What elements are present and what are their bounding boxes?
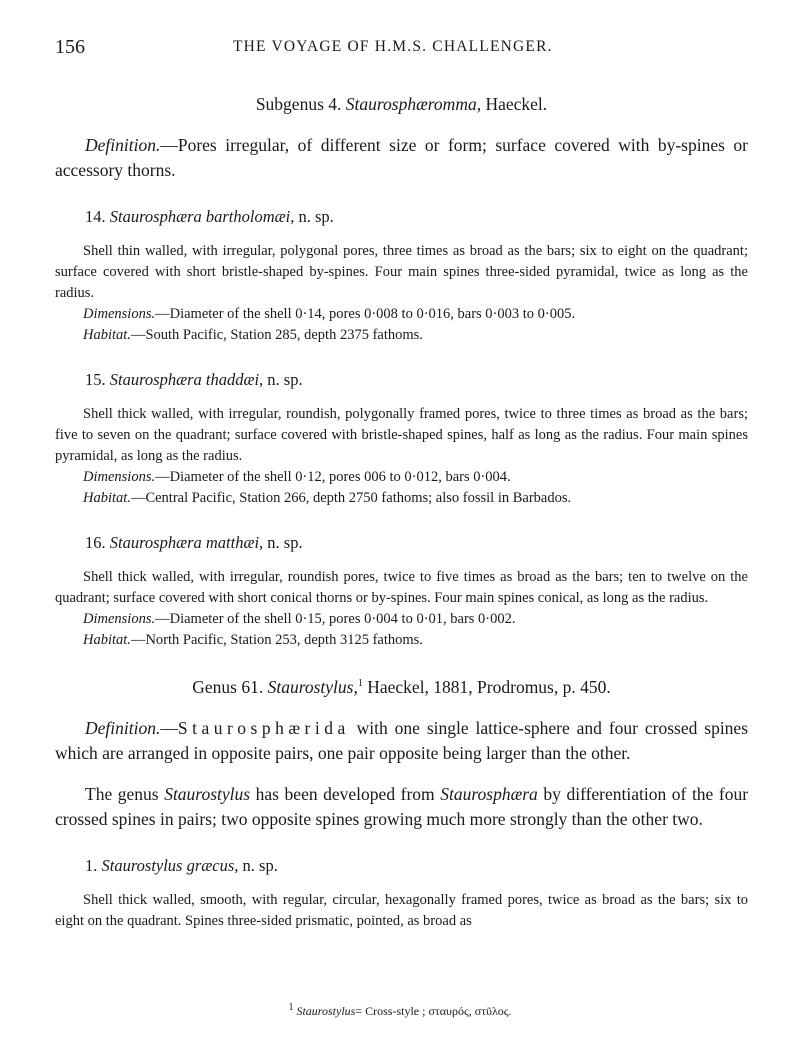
species-name: Staurosphæra matthæi,	[109, 533, 264, 552]
species-dimensions: Dimensions.—Diameter of the shell 0·12, pores 006 to 0·012, bars 0·004.	[83, 469, 511, 485]
species-heading: 1. Staurostylus græcus, n. sp.	[85, 856, 278, 875]
species-habitat: Habitat.—Central Pacific, Station 266, depth 2750 fathoms; also fossil in Barbados.	[83, 490, 572, 506]
species-description: Shell thick walled, smooth, with regular, circular, hexagonally framed pores, twice as broad as the bars; six to eight on the quadrant. Spines three-sided prismatic, pointed, as broad as	[55, 892, 748, 929]
species-heading: 14. Staurosphæra bartholomæi, n. sp.	[85, 207, 334, 226]
subgenus-definition: Definition.—Pores irregular, of different size or form; surface covered with by-spines or accessory thorns.	[55, 135, 748, 180]
genus-definition: Definition.—Staurosphærida with one single lattice-sphere and four crossed spines which are arranged in opposite pairs, one pair opposite being larger than the other.	[55, 718, 749, 763]
species-name: Staurosphæra bartholomæi,	[109, 207, 295, 226]
species-habitat: Habitat.—South Pacific, Station 285, depth 2375 fathoms.	[83, 327, 423, 343]
species-heading: 15. Staurosphæra thaddæi, n. sp.	[85, 370, 303, 389]
species-description: Shell thick walled, with irregular, roundish, polygonally framed pores, twice to three times as broad as the bars; five to seven on the quadrant; surface covered with bristle-shaped spines, half as long as the radius. Four main spines pyramidal, as long as the radius.	[55, 406, 748, 464]
species-habitat: Habitat.—North Pacific, Station 253, depth 3125 fathoms.	[83, 632, 423, 648]
genus-name: Staurostylus,	[267, 677, 358, 697]
genus-introduction: The genus Staurostylus has been developed from Staurosphæra by differentiation of the four crossed spines in pairs; two opposite spines growing much more strongly than the other two.	[55, 784, 749, 829]
species-dimensions: Dimensions.—Diameter of the shell 0·14, pores 0·008 to 0·016, bars 0·003 to 0·005.	[83, 306, 576, 322]
running-head: THE VOYAGE OF H.M.S. CHALLENGER.	[233, 38, 553, 55]
genus-heading: Genus 61. Staurostylus,$^1$ Haeckel, 1881, Prodromus, p. 450.	[192, 677, 611, 697]
species-description: Shell thin walled, with irregular, polygonal pores, three times as broad as the bars; six to eight on the quadrant; surface covered with short bristle-shaped by-spines. Four main spines three-sided pyramidal, twice as long as the radius.	[55, 243, 748, 301]
species-dimensions: Dimensions.—Diameter of the shell 0·15, pores 0·004 to 0·01, bars 0·002.	[83, 611, 516, 627]
page-number: 156	[55, 36, 85, 58]
footnote-ref: 1	[357, 678, 363, 690]
species-heading: 16. Staurosphæra matthæi, n. sp.	[85, 533, 303, 552]
species-name: Staurostylus græcus,	[101, 856, 239, 875]
footnote: $^1$ Staurostylus= Cross-style ; σταυρός, στῦλος.	[288, 1002, 512, 1018]
subgenus-heading: Subgenus 4. Staurosphæromma, Haeckel.	[255, 94, 548, 114]
subgenus-name: Staurosphæromma,	[345, 94, 482, 114]
page-header	[55, 30, 748, 66]
species-name: Staurosphæra thaddæi,	[109, 370, 264, 389]
species-description: Shell thick walled, with irregular, roundish pores, twice to five times as broad as the bars; ten to twelve on the quadrant; surface covered with short conical thorns or by-spines. Four main spines conical, as long as the radius.	[55, 569, 748, 606]
